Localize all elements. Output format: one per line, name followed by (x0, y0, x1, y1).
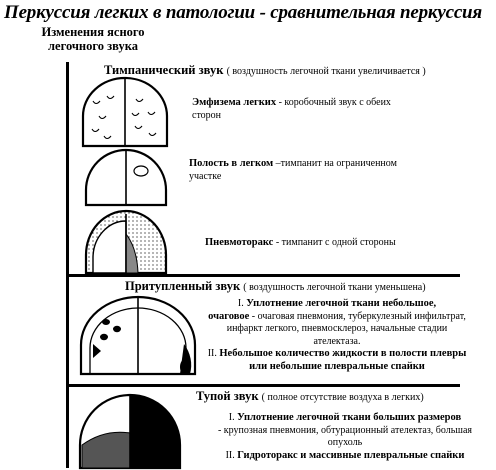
cavity-text: Полость в легком –тимпанит на ограниченном участке (189, 158, 397, 182)
dull-sound-text: I. Уплотнение легочной ткани небольшое, очаговое - очаговая пневмония, туберкулезный инфильтрат, инфаркт легкого, пневмосклероз, начальные стадии ателектаза. II. Небольшое количество жидкости в полости плевры или небольшие плевральные спайки (207, 298, 467, 372)
section-heading-flat: Тупой звук ( полное отсутствие воздуха в легких) (196, 389, 424, 403)
subtitle: Изменения ясного легочного звука (41, 25, 145, 53)
section-heading-tympanic: Тимпанический звук ( воздушность легочной ткани увеличивается ) (104, 63, 426, 77)
pneumothorax-text: Пневмоторакс - тимпанит с одной стороны (205, 237, 396, 248)
section-heading-dull: Притупленный звук ( воздушность легочной ткани уменьшена) (125, 279, 426, 293)
flat-sound-text: I. Уплотнение легочной ткани больших размеров - крупозная пневмония, обтурационный ателектаз, большая опухоль II. Гидроторакс и массивные плевральные спайки (217, 412, 473, 461)
page-title: Перкуссия легких в патологии - сравнительная перкуссия (4, 2, 483, 23)
emphysema-text: Эмфизема легких - коробочный звук с обеих сторон (192, 97, 391, 121)
